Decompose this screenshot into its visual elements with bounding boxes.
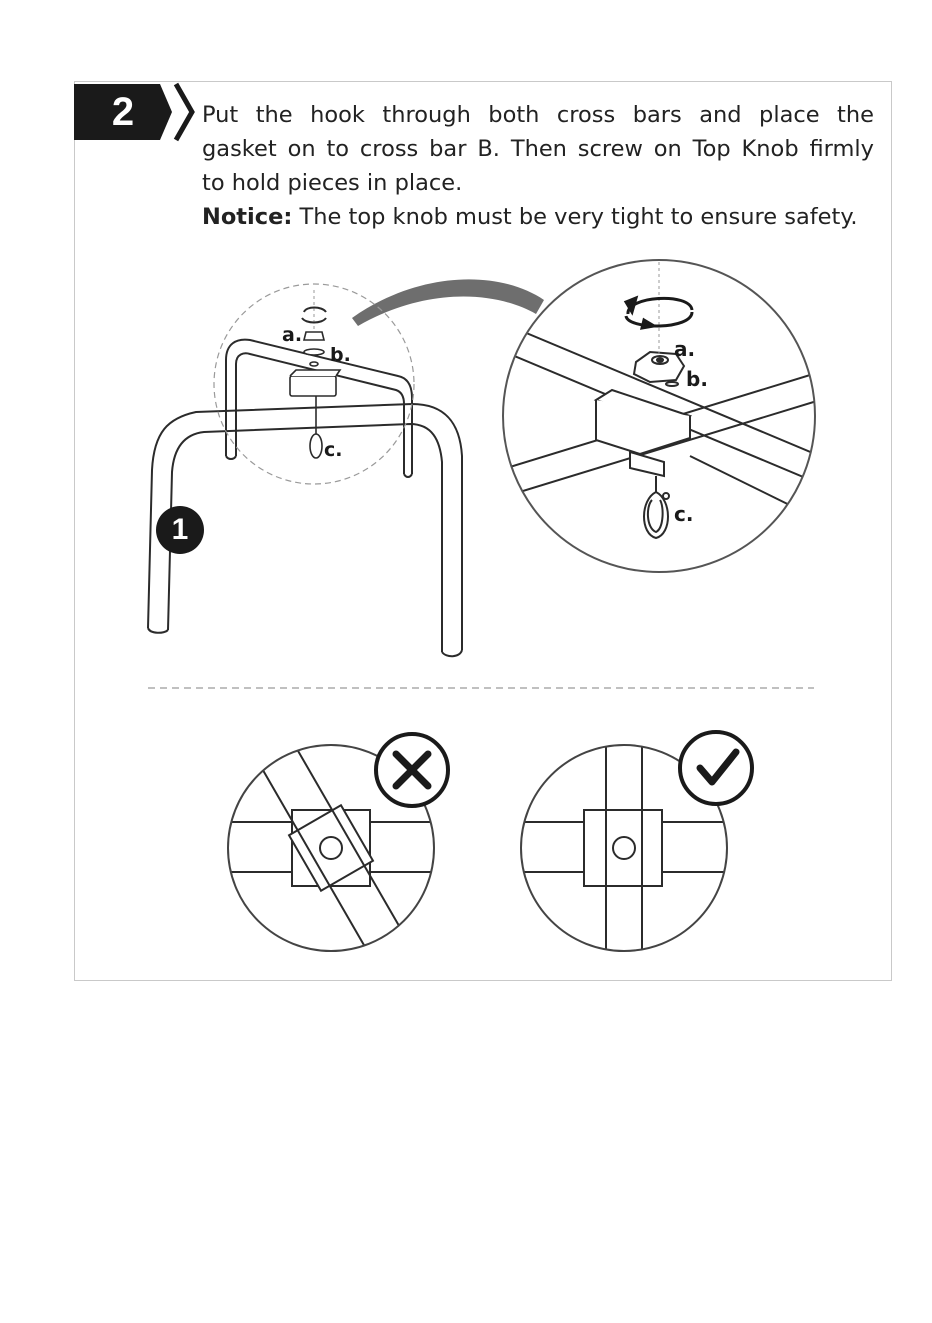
instruction-line-3: to hold pieces in place. bbox=[202, 170, 463, 196]
small-label-a: a. bbox=[282, 324, 303, 346]
big-label-a: a. bbox=[674, 337, 696, 361]
magnifier-connector bbox=[352, 279, 544, 326]
instruction-line-2: gasket on to cross bar B. Then screw on Top Knob firmly bbox=[202, 136, 874, 162]
notice-text: The top knob must be very tight to ensure safety. bbox=[292, 204, 858, 230]
small-label-b: b. bbox=[330, 344, 351, 366]
big-label-c: c. bbox=[674, 502, 694, 526]
big-hook bbox=[644, 476, 669, 538]
step-number: 2 bbox=[111, 90, 135, 134]
small-label-c: c. bbox=[324, 439, 343, 461]
cross-mark-icon bbox=[376, 734, 448, 806]
instruction-line-1: Put the hook through both cross bars and place the bbox=[202, 102, 874, 128]
part-number-label: 1 bbox=[171, 513, 189, 546]
check-mark-icon bbox=[680, 732, 752, 804]
notice-label: Notice: bbox=[202, 204, 293, 230]
big-label-b: b. bbox=[686, 367, 708, 391]
big-bracket bbox=[596, 390, 690, 476]
